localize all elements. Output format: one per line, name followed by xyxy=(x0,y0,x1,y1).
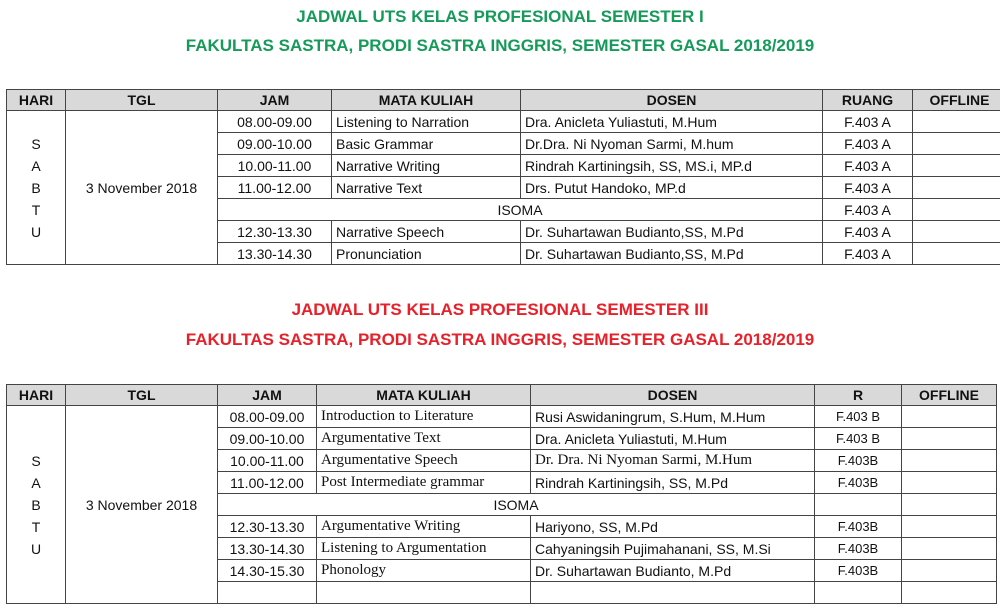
course-cell: Basic Grammar xyxy=(332,133,521,155)
header-mata-kuliah: MATA KULIAH xyxy=(332,90,521,111)
course-cell: Argumentative Writing xyxy=(317,516,531,538)
offline-cell xyxy=(913,243,1000,265)
header-jam: JAM xyxy=(218,385,317,406)
course-cell: Narrative Speech xyxy=(332,221,521,243)
schedule1-title-line2: FAKULTAS SASTRA, PRODI SASTRA INGGRIS, SEMESTER GASAL 2018/2019 xyxy=(185,36,815,55)
header-jam: JAM xyxy=(218,90,332,111)
lecturer-cell: Dr. Suhartawan Budianto,SS, M.Pd xyxy=(521,243,823,265)
offline-cell xyxy=(913,177,1000,199)
header-dosen: DOSEN xyxy=(521,90,823,111)
lecturer-cell: Drs. Putut Handoko, MP.d xyxy=(521,177,823,199)
header-offline: OFFLINE xyxy=(902,385,997,406)
jam-cell: 13.30-14.30 xyxy=(218,538,317,560)
schedule2-title-line1: JADWAL UTS KELAS PROFESIONAL SEMESTER III xyxy=(291,300,709,319)
jam-cell: 09.00-10.00 xyxy=(218,133,332,155)
course-cell: Argumentative Speech xyxy=(317,450,531,472)
jam-cell: 13.30-14.30 xyxy=(218,243,332,265)
lecturer-cell: Rindrah Kartiningsih, SS, MS.i, MP.d xyxy=(521,155,823,177)
offline-cell xyxy=(902,406,997,428)
header-hari: HARI xyxy=(7,90,66,111)
course-cell: Listening to Narration xyxy=(332,111,521,133)
day-letter: B xyxy=(31,496,41,513)
lecturer-cell: Rusi Aswidaningrum, S.Hum, M.Hum xyxy=(531,406,815,428)
course-cell: Introduction to Literature xyxy=(317,406,531,428)
room-cell: F.403 A xyxy=(823,177,913,199)
isoma-label: ISOMA xyxy=(218,199,823,221)
day-letter: A xyxy=(31,157,41,174)
date-cell: 3 November 2018 xyxy=(66,406,218,604)
day-letter: S xyxy=(31,452,41,469)
course-cell: Pronunciation xyxy=(332,243,521,265)
course-cell: Post Intermediate grammar xyxy=(317,472,531,494)
offline-cell xyxy=(902,560,997,582)
offline-cell xyxy=(902,428,997,450)
offline-cell xyxy=(913,133,1000,155)
lecturer-cell: Hariyono, SS, M.Pd xyxy=(531,516,815,538)
offline-cell xyxy=(902,494,997,516)
isoma-label: ISOMA xyxy=(218,494,815,516)
jam-cell: 12.30-13.30 xyxy=(218,221,332,243)
header-ruang: RUANG xyxy=(823,90,913,111)
room-cell: F.403B xyxy=(815,472,902,494)
offline-cell xyxy=(902,538,997,560)
lecturer-cell: Dr. Suhartawan Budianto, M.Pd xyxy=(531,560,815,582)
offline-cell xyxy=(902,450,997,472)
schedule1-title-line1: JADWAL UTS KELAS PROFESIONAL SEMESTER I xyxy=(296,7,704,26)
room-cell: F.403 A xyxy=(823,221,913,243)
day-letter: U xyxy=(30,223,42,240)
room-cell: F.403 A xyxy=(823,199,913,221)
header-ruang: R xyxy=(815,385,902,406)
lecturer-cell: Dr.Dra. Ni Nyoman Sarmi, M.hum xyxy=(521,133,823,155)
day-cell xyxy=(7,111,66,265)
schedule1-table xyxy=(6,89,1000,265)
lecturer-cell: Cahyaningsih Pujimahanani, SS, M.Si xyxy=(531,538,815,560)
course-cell: Listening to Argumentation xyxy=(317,538,531,560)
table-row xyxy=(7,406,997,428)
schedule2-table xyxy=(6,384,997,604)
course-cell: Narrative Text xyxy=(332,177,521,199)
date-cell: 3 November 2018 xyxy=(66,111,218,265)
table-row xyxy=(7,111,1000,133)
day-letter: S xyxy=(31,135,41,152)
schedule2-title-line2: FAKULTAS SASTRA, PRODI SASTRA INGGRIS, SEMESTER GASAL 2018/2019 xyxy=(185,330,815,349)
course-cell: Phonology xyxy=(317,560,531,582)
offline-cell xyxy=(913,221,1000,243)
room-cell: F.403 A xyxy=(823,155,913,177)
header-mata-kuliah: MATA KULIAH xyxy=(317,385,531,406)
room-cell: F.403 A xyxy=(823,133,913,155)
room-cell: F.403B xyxy=(815,516,902,538)
course-cell: Argumentative Text xyxy=(317,428,531,450)
room-cell xyxy=(815,494,902,516)
jam-cell: 08.00-09.00 xyxy=(218,111,332,133)
lecturer-cell: Dr. Suhartawan Budianto,SS, M.Pd xyxy=(521,221,823,243)
offline-cell xyxy=(913,199,1000,221)
room-cell: F.403B xyxy=(815,538,902,560)
day-letter: T xyxy=(31,201,41,218)
room-cell: F.403 A xyxy=(823,243,913,265)
course-cell xyxy=(317,582,531,604)
jam-cell: 12.30-13.30 xyxy=(218,516,317,538)
header-hari: HARI xyxy=(7,385,66,406)
header-offline: OFFLINE xyxy=(913,90,1000,111)
lecturer-cell: Rindrah Kartiningsih, SS, M.Pd xyxy=(531,472,815,494)
offline-cell xyxy=(913,111,1000,133)
header-tgl: TGL xyxy=(66,385,218,406)
offline-cell xyxy=(902,582,997,604)
jam-cell: 11.00-12.00 xyxy=(218,472,317,494)
jam-cell: 11.00-12.00 xyxy=(218,177,332,199)
jam-cell: 14.30-15.30 xyxy=(218,560,317,582)
room-cell: F.403 A xyxy=(823,111,913,133)
header-tgl: TGL xyxy=(66,90,218,111)
table-header-row xyxy=(7,90,1000,111)
room-cell: F.403 B xyxy=(815,428,902,450)
lecturer-cell: Dra. Anicleta Yuliastuti, M.Hum xyxy=(531,428,815,450)
offline-cell xyxy=(902,472,997,494)
room-cell: F.403 B xyxy=(815,406,902,428)
lecturer-cell: Dr. Dra. Ni Nyoman Sarmi, M.Hum xyxy=(531,450,815,472)
day-letter: U xyxy=(30,540,42,557)
lecturer-cell: Dra. Anicleta Yuliastuti, M.Hum xyxy=(521,111,823,133)
jam-cell: 10.00-11.00 xyxy=(218,155,332,177)
jam-cell xyxy=(218,582,317,604)
course-cell: Narrative Writing xyxy=(332,155,521,177)
day-letter: T xyxy=(31,518,41,535)
offline-cell xyxy=(913,155,1000,177)
day-letter: B xyxy=(31,179,41,196)
offline-cell xyxy=(902,516,997,538)
room-cell: F.403B xyxy=(815,560,902,582)
lecturer-cell xyxy=(531,582,815,604)
day-letter: A xyxy=(31,474,41,491)
day-cell xyxy=(7,406,66,604)
jam-cell: 09.00-10.00 xyxy=(218,428,317,450)
room-cell: F.403B xyxy=(815,450,902,472)
table-header-row xyxy=(7,385,997,406)
room-cell xyxy=(815,582,902,604)
jam-cell: 10.00-11.00 xyxy=(218,450,317,472)
header-dosen: DOSEN xyxy=(531,385,815,406)
jam-cell: 08.00-09.00 xyxy=(218,406,317,428)
